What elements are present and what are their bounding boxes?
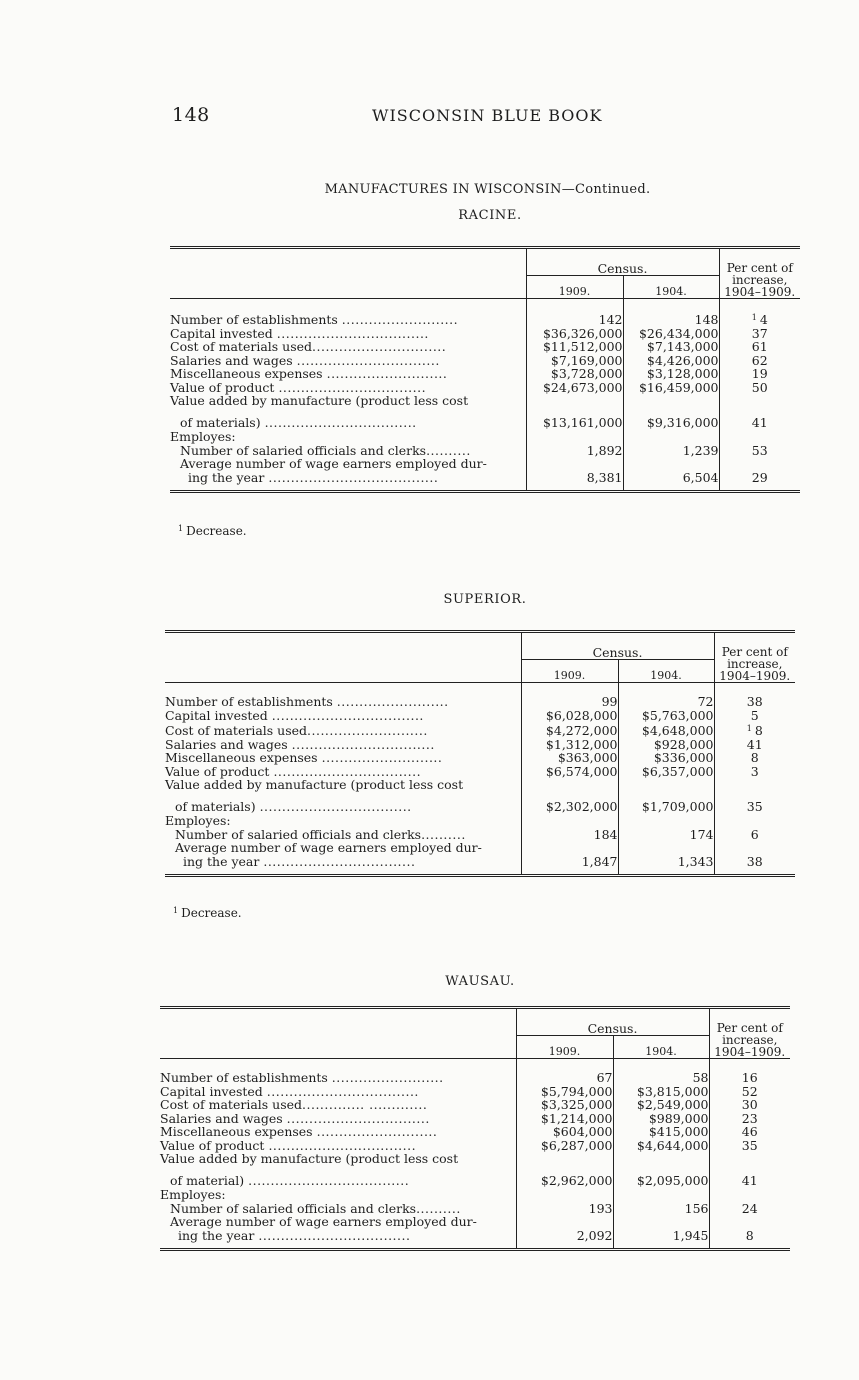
table-row: ing the year .................................. 1,847 1,343 38: [165, 855, 795, 876]
table-row: Cost of materials used.............................. $11,512,000 $7,143,000 61: [170, 339, 768, 354]
table-row: Miscellaneous expenses ........................... $363,000 $336,000 8: [165, 750, 759, 765]
table-row: ing the year .................................. 2,092 1,945 8: [160, 1229, 790, 1250]
table-row: Value of product ................................. $6,574,000 $6,357,000 3: [165, 763, 759, 779]
table-row: Miscellaneous expenses ........................... $604,000 $415,000 46: [160, 1124, 758, 1139]
table-row: of materials) .................................. $13,161,000 $9,316,000 41: [170, 408, 800, 430]
table-row: Number of establishments ......................... 99 72 38: [165, 694, 763, 709]
racine-title: RACINE.: [458, 208, 522, 223]
table-row: Salaries and wages ................................ $7,169,000 $4,426,000 62: [170, 352, 768, 368]
superior-year-1909: 1909.: [521, 660, 618, 683]
racine-table: Census. Per cent of increase, 1904–1909. 1909. 1904. Number of establishments .......................... 142 148 $^1$ 4 Capital invested .................................. $36,326,000 $26,434,000 37 Cost of materials used.............................. $11,512,000 $7,143,000 61 Salaries and wages ................................ $7,169,000 $4,426,000 62 Miscellaneous expenses ........................... $3,728,000 $3,128,000 19 Value of product ................................. $24,673,000 $16,459,000 50 Value added by manufacture (product less cost of materials) .................................. $13,161,000 $9,316,000 41 Employes: Number of salaried officials and clerks.......... 1,892 1,239 53 Average number of wage earners employed dur- ing the year ...................................... 8,381 6,504 29: [170, 246, 800, 493]
wausau-title: WAUSAU.: [445, 974, 515, 989]
table-row: Value of product ................................. $24,673,000 $16,459,000 50: [170, 379, 768, 395]
table-row: Cost of materials used........................... $4,272,000 $4,648,000 $^1$ 8: [165, 723, 763, 738]
table-row: Number of salaried officials and clerks.......... 184 174 6: [165, 827, 795, 841]
superior-pct-header: Per cent of increase, 1904–1909.: [714, 632, 795, 683]
table-row: Capital invested .................................. $6,028,000 $5,763,000 5: [165, 707, 759, 723]
running-title: WISCONSIN BLUE BOOK: [372, 106, 603, 125]
table-row: Capital invested .................................. $36,326,000 $26,434,000 37: [170, 325, 768, 341]
table-row: Capital invested .................................. $5,794,000 $3,815,000 52: [160, 1083, 758, 1099]
wausau-table: Census. Per cent of increase, 1904–1909. 1909. 1904. Number of establishments ......................... 67 58 16 Capital invested .................................. $5,794,000 $3,815,000 52 Cost of materials used.............. ............. $3,325,000 $2,549,000 30 Salaries and wages ................................ $1,214,000 $989,000 23 Miscellaneous expenses ........................... $604,000 $415,000 46 Value of product ................................. $6,287,000 $4,644,000 35 Value added by manufacture (product less cost of material) .................................... $2,962,000 $2,095,000 41 Employes: Number of salaried officials and clerks.......... 193 156 24 Average number of wage earners employed dur- ing the year .................................. 2,092 1,945 8: [160, 1006, 790, 1251]
superior-table: Census. Per cent of increase, 1904–1909. 1909. 1904. Number of establishments ......................... 99 72 38 Capital invested .................................. $6,028,000 $5,763,000 5 Cost of materials used........................... $4,272,000 $4,648,000 $^1$ 8 Salaries and wages ................................ $1,312,000 $928,000 41 Miscellaneous expenses ........................... $363,000 $336,000 8 Value of product ................................. $6,574,000 $6,357,000 3 Value added by manufacture (product less cost of materials) .................................. $2,302,000 $1,709,000 35 Employes: Number of salaried officials and clerks.......... 184 174 6 Average number of wage earners employed dur- ing the year .................................. 1,847 1,343 38: [165, 630, 795, 877]
page-number: 148: [172, 104, 210, 126]
wausau-pct-header: Per cent of increase, 1904–1909.: [709, 1008, 790, 1059]
superior-title: SUPERIOR.: [443, 592, 527, 607]
table-row: Miscellaneous expenses ........................... $3,728,000 $3,128,000 19: [170, 366, 768, 381]
table-row: Number of salaried officials and clerks.......... 1,892 1,239 53: [170, 443, 800, 457]
racine-year-1904: 1904.: [623, 276, 719, 299]
racine-footnote: $^1$ Decrease.: [178, 524, 247, 538]
table-row: Number of establishments ......................... 67 58 16: [160, 1070, 758, 1085]
table-row: of material) .................................... $2,962,000 $2,095,000 41: [160, 1166, 790, 1188]
superior-census-header: Census.: [521, 632, 714, 660]
page-subtitle: MANUFACTURES IN WISCONSIN—Continued.: [324, 182, 651, 197]
table-row: Number of establishments .......................... 142 148 $^1$ 4: [170, 312, 768, 327]
racine-year-1909: 1909.: [526, 276, 623, 299]
wausau-census-header: Census.: [516, 1008, 709, 1036]
table-row: Value of product ................................. $6,287,000 $4,644,000 35: [160, 1137, 758, 1153]
table-row: of materials) .................................. $2,302,000 $1,709,000 35: [165, 792, 795, 814]
wausau-year-1909: 1909.: [516, 1036, 613, 1059]
superior-footnote: $^1$ Decrease.: [173, 906, 242, 920]
racine-pct-header: Per cent of increase, 1904–1909.: [719, 248, 800, 299]
table-row: Number of salaried officials and clerks.......... 193 156 24: [160, 1201, 790, 1215]
table-row: Salaries and wages ................................ $1,214,000 $989,000 23: [160, 1110, 758, 1126]
table-row: ing the year ...................................... 8,381 6,504 29: [170, 471, 800, 492]
table-row: Cost of materials used.............. ............. $3,325,000 $2,549,000 30: [160, 1097, 758, 1112]
wausau-year-1904: 1904.: [613, 1036, 709, 1059]
table-row: Salaries and wages ................................ $1,312,000 $928,000 41: [165, 736, 763, 752]
racine-census-header: Census.: [526, 248, 719, 276]
superior-year-1904: 1904.: [618, 660, 714, 683]
